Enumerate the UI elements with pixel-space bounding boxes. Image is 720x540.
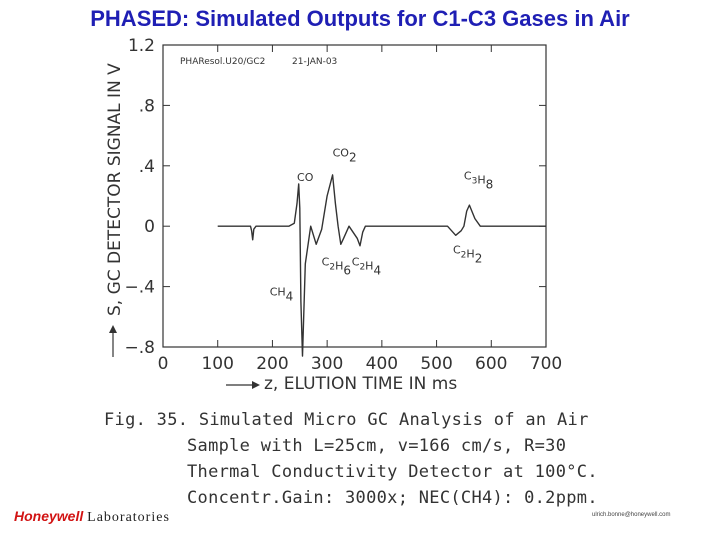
x-tick-label: 500 xyxy=(420,354,453,374)
slide-title: PHASED: Simulated Outputs for C1-C3 Gases in Air xyxy=(90,6,630,31)
peak-label: $C_2H6$ xyxy=(321,255,352,278)
y-tick-label: .8 xyxy=(138,96,155,117)
y-tick-label: −.8 xyxy=(124,338,155,358)
x-tick-label: 700 xyxy=(529,354,563,374)
series-line-0 xyxy=(218,175,546,356)
chart-header-date: 21-JAN-03 xyxy=(292,57,338,67)
caption-line-3: Thermal Conductivity Detector at 100°C. xyxy=(187,462,598,482)
caption-line-1: Fig. 35. Simulated Micro GC Analysis of an Air xyxy=(104,410,589,430)
x-tick-label: 400 xyxy=(365,354,399,374)
chart-header-tag: PHAResol.U20/GC2 xyxy=(180,57,266,67)
x-tick-label: 300 xyxy=(310,354,344,374)
y-tick-label: −.4 xyxy=(124,277,155,298)
y-axis-label: S, GC DETECTOR SIGNAL IN V xyxy=(105,63,125,316)
y-tick-label: .4 xyxy=(138,156,155,177)
y-tick-label: 1.2 xyxy=(127,36,155,56)
x-tick-label: 600 xyxy=(475,354,508,374)
caption-line-4: Concentr.Gain: 3000x; NEC(CH4): 0.2ppm. xyxy=(187,488,598,508)
peak-annotations xyxy=(270,147,494,304)
peak-label: CO xyxy=(297,170,314,184)
x-axis-arrow-head xyxy=(252,381,260,389)
x-tick-label: 100 xyxy=(201,354,234,374)
plot-border xyxy=(163,45,546,347)
caption-line-2: Sample with L=25cm, v=166 cm/s, R=30 xyxy=(187,436,567,456)
detector-trace xyxy=(218,175,546,356)
x-tick-label: 200 xyxy=(256,354,289,374)
brand-suffix: Laboratories xyxy=(87,510,170,525)
plot-frame xyxy=(163,45,546,347)
axis-ticks xyxy=(125,36,563,374)
peak-label: $C_3H8$ xyxy=(463,169,494,192)
contact-email: ulrich.bonne@honeywell.com xyxy=(592,512,671,518)
x-tick-label: 0 xyxy=(157,354,169,374)
peak-label: CH4 xyxy=(269,285,294,304)
y-tick-label: 0 xyxy=(144,217,155,238)
x-axis-label: z, ELUTION TIME IN ms xyxy=(264,374,458,394)
honeywell-logo xyxy=(14,508,170,526)
peak-label: $C_2H4$ xyxy=(351,255,382,278)
peak-label: CO2 xyxy=(332,146,357,165)
y-axis-arrow-head xyxy=(109,325,117,333)
peak-label: $C_2H2$ xyxy=(452,243,483,266)
brand-name: Honeywell xyxy=(14,508,84,524)
